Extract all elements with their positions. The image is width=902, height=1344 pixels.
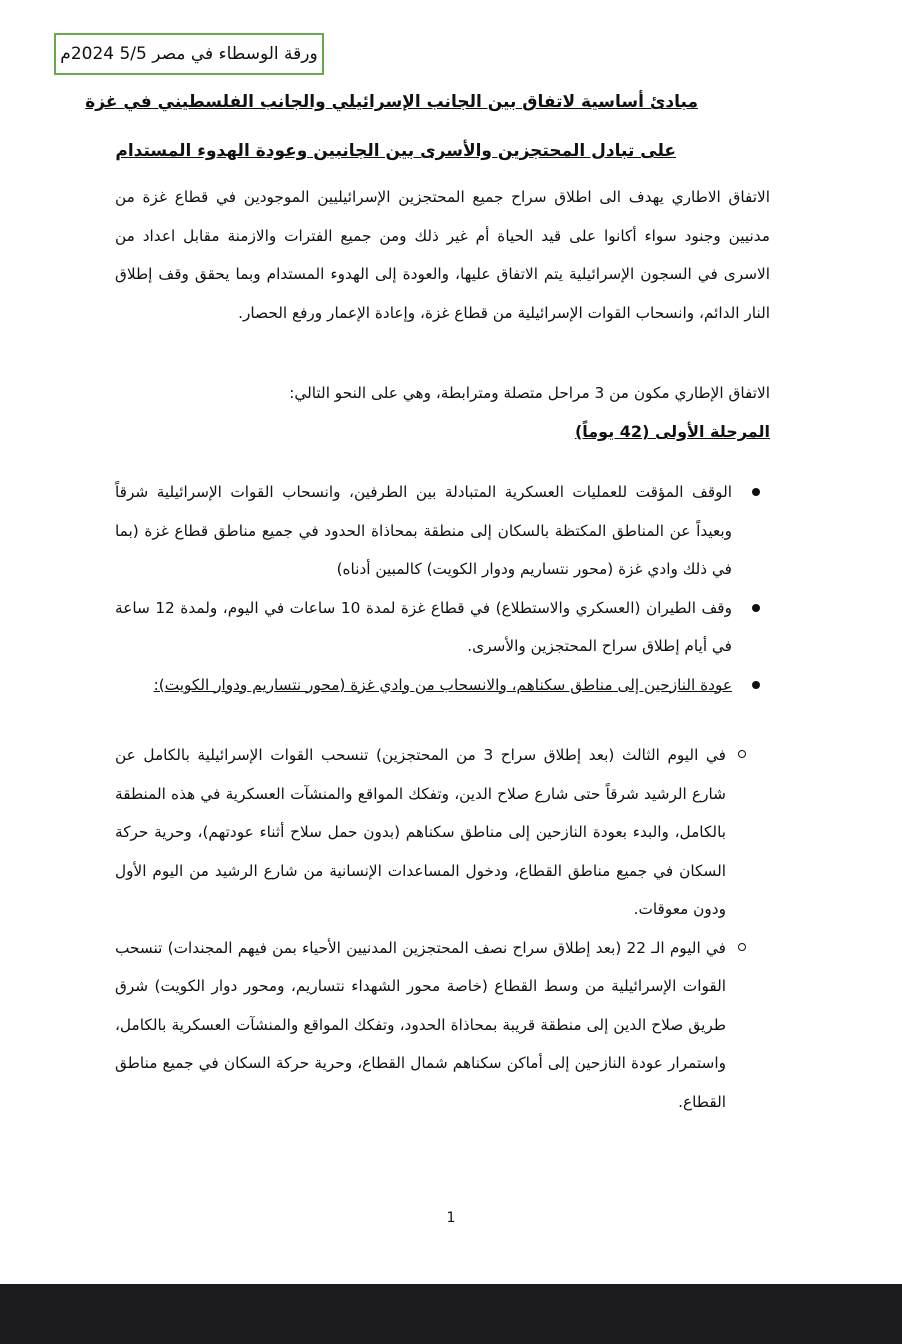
document-title-line-1: مبادئ أساسية لاتفاق بين الجانب الإسرائيلي والجانب الفلسطيني في غزة (85, 92, 698, 112)
sub-bullet-text: في اليوم الـ 22 (بعد إطلاق سراح نصف المحتجزين المدنيين الأحياء بمن فيهم المجندات) تنسحب القوات الإسرائيلية من وسط القطاع (خاصة محور الشهداء نتساريم، ومحور دوار الكويت) شرق طريق صلاح الدين إلى منطقة قريبة بمحاذاة الحدود، وتفكك المواقع والمنشآت العسكرية بالكامل، واستمرار عودة النازحين إلى أماكن سكناهم شمال القطاع، وحرية حركة السكان في جميع مناطق القطاع. (115, 938, 726, 1111)
viewer-bottom-bar (0, 1284, 902, 1344)
bullet-item (115, 473, 770, 589)
sub-bullet-text: في اليوم الثالث (بعد إطلاق سراح 3 من المحتجزين) تنسحب القوات الإسرائيلية بالكامل عن شارع الرشيد شرقاً حتى شارع صلاح الدين، وتفكك المواقع والمنشآت العسكرية في هذه المنطقة بالكامل، والبدء بعودة النازحين إلى مناطق سكناهم (بدون حمل سلاح أثناء عودتهم)، وحرية حركة السكان في جميع مناطق القطاع، ودخول المساعدات الإنسانية من شارع الرشيد من اليوم الأول ودون معوقات. (115, 746, 726, 918)
bullet-item (115, 589, 770, 666)
phases-overview-paragraph: الاتفاق الإطاري مكون من 3 مراحل متصلة ومترابطة، وهي على النحو التالي: (289, 384, 770, 402)
hollow-circle-bullet-icon (738, 750, 746, 758)
bullet-text: عودة النازحين إلى مناطق سكناهم، والانسحاب من وادي غزة (محور نتساريم ودوار الكويت): (153, 675, 732, 694)
document-title-line-2: على تبادل المحتجزين والأسرى بين الجانبين وعودة الهدوء المستدام (115, 141, 676, 161)
bullet-text: وقف الطيران (العسكري والاستطلاع) في قطاع غزة لمدة 10 ساعات في اليوم، ولمدة 12 ساعة في أيام إطلاق سراح المحتجزين والأسرى. (115, 598, 732, 655)
bullet-text: الوقف المؤقت للعمليات العسكرية المتبادلة بين الطرفين، وانسحاب القوات الإسرائيلية شرقاً وبعيداً عن المناطق المكتظة بالسكان إلى منطقة بمحاذاة الحدود في جميع مناطق قطاع غزة (بما في ذلك وادي غزة (محور نتساريم ودوار الكويت) كالمبين أدناه) (115, 483, 732, 578)
bullet-dot-icon (752, 488, 760, 496)
sub-bullet-item (115, 929, 746, 1122)
sub-bullet-item (115, 736, 746, 929)
bullet-dot-icon (752, 604, 760, 612)
bullet-item (115, 666, 770, 705)
phase-one-bullet-list (115, 473, 770, 704)
intro-paragraph: الاتفاق الاطاري يهدف الى اطلاق سراح جميع المحتجزين الإسرائيليين الموجودين في قطاع غزة من مدنيين وجنود سواء أكانوا على قيد الحياة أم غير ذلك ومن جميع الفترات والازمنة مقابل اعداد من الاسرى في السجون الإسرائيلية يتم الاتفاق عليها، والعودة إلى الهدوء المستدام وبما يحقق وقف إطلاق النار الدائم، وانسحاب القوات الإسرائيلية من قطاع غزة، وإعادة الإعمار ورفع الحصار. (115, 188, 770, 322)
sub-bullet-list (115, 736, 746, 1121)
phase-one-heading: المرحلة الأولى (42 يوماً) (574, 422, 770, 441)
hollow-circle-bullet-icon (738, 943, 746, 951)
page-number: 1 (446, 1210, 456, 1226)
bullet-dot-icon (752, 681, 760, 689)
mediators-paper-label: ورقة الوسطاء في مصر 5/5 2024م (54, 33, 324, 75)
